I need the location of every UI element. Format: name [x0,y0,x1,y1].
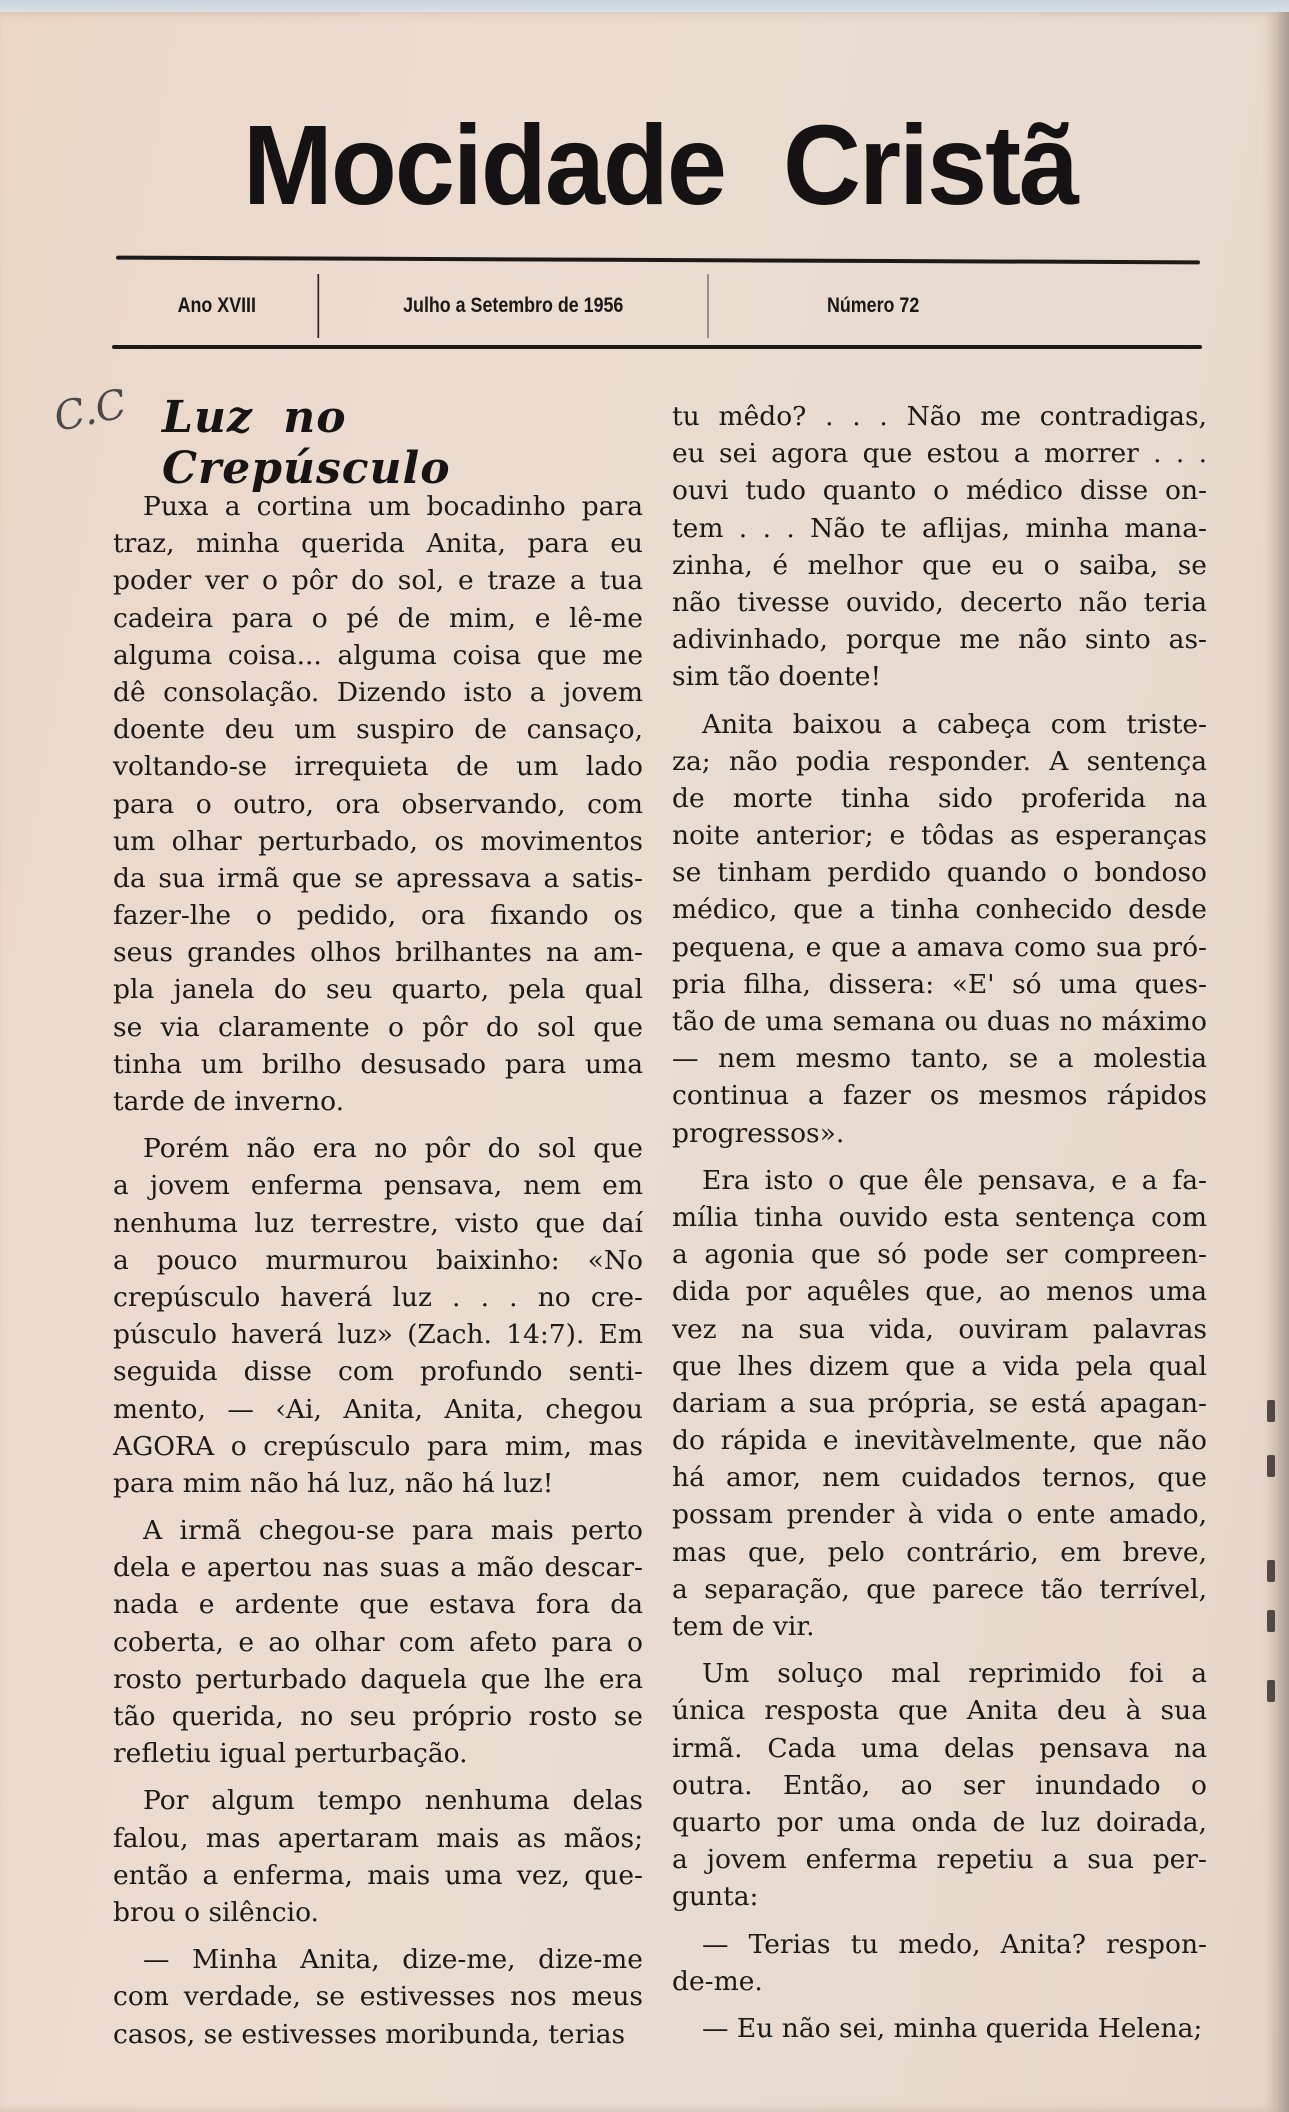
text-line: eu sei agora que estou a morrer . . . [672,438,1207,470]
text-line: tem . . . Não te aflijas, minha mana- [672,512,1207,544]
text-line: rosto perturbado daquela que lhe era [113,1663,643,1695]
article-paragraph [672,1926,1207,2000]
text-line: fazer-lhe o pedido, ora fixando os [113,900,643,932]
masthead-rule-bottom [112,345,1202,349]
text-line: mento, — ‹Ai, Anita, Anita, chegou [113,1393,643,1425]
text-line: tarde de inverno. [113,1086,345,1117]
masthead-info-bar [116,270,1037,342]
text-line: tu mêdo? . . . Não me contradigas, [672,401,1207,432]
masthead-title: Mocidade Cristã [242,100,1078,229]
article-paragraph [672,706,1207,1152]
article-paragraph [113,1941,643,2053]
text-line: então a enferma, mais uma vez, que- [113,1859,643,1891]
text-line: do rápida e inevitàvelmente, que não [672,1425,1207,1457]
text-line: gunta: [672,1881,759,1913]
text-line: continua a fazer os mesmos rápidos [672,1080,1207,1112]
text-line: possam prender à vida o ente amado, [672,1499,1207,1531]
article-paragraph [672,1655,1207,1915]
text-line: za; não podia responder. A sentença [672,745,1207,777]
article-paragraph [113,1512,643,1772]
text-line: ouvi tudo quanto o médico disse on- [672,475,1207,507]
text-line: da sua irmã que se apressava a satis- [113,862,643,894]
issue-period: Julho a Setembro de 1956 [403,294,624,317]
text-line: seguida disse com profundo senti- [113,1356,643,1388]
text-line: crepúsculo haverá luz . . . no cre- [113,1281,643,1313]
text-line: tem de vir. [672,1611,815,1642]
text-line: seus grandes olhos brilhantes na am- [113,937,643,969]
article-paragraph [113,1782,643,1931]
text-line: há amor, nem cuidados ternos, que [672,1462,1207,1494]
text-line: casos, se estivesses moribunda, terias [113,2018,626,2050]
text-line: de-me. [672,1965,763,1997]
text-line: dariam a sua própria, se está apagan- [672,1387,1207,1419]
text-line: se via claramente o pôr do sol que [113,1011,643,1043]
text-line: — nem mesmo tanto, se a molestia [672,1043,1207,1075]
text-line: voltando-se irrequieta de um lado [113,751,643,783]
text-line: com verdade, se estivesses nos meus [113,1981,643,2013]
text-line: a pouco murmurou baixinho: «No [113,1244,643,1276]
text-line: alguma coisa... alguma coisa que me [113,639,643,671]
text-line: brou o silêncio. [113,1896,319,1928]
text-line: tinha um brilho desusado para uma [113,1048,643,1080]
text-line: para mim não há luz, não há luz! [113,1467,554,1499]
text-line: cadeira para o pé de mim, e lê-me [113,602,643,634]
bleed-through-mark [1267,1455,1275,1477]
article-paragraph [672,398,1207,696]
text-line: a separação, que parece tão terrível, [672,1573,1207,1605]
text-line: se tinham perdido quando o bondoso [672,857,1207,889]
text-line: de morte tinha sido proferida na [672,782,1207,814]
bleed-through-mark [1267,1680,1275,1702]
text-line: tão querida, no seu próprio rosto se [113,1701,643,1732]
text-line: a jovem enferma pensava, nem em [113,1170,643,1202]
text-line: que lhes dizem que a vida pela qual [672,1350,1207,1382]
text-line: coberta, e ao olhar com afeto para o [113,1626,643,1658]
text-line: nada e ardente que estava fora da [113,1589,643,1621]
text-line: médico, que a tinha conhecido desde [672,894,1207,926]
text-line: progressos». [672,1117,845,1149]
text-line: falou, mas apertaram mais as mãos; [113,1822,643,1854]
page-edge-next-sheet [1278,12,1289,2112]
text-line: mília tinha ouvido esta sentença com [672,1201,1207,1233]
text-line: — Eu não sei, minha querida Helena; [702,2012,1203,2044]
bleed-through-mark [1267,1400,1275,1422]
text-line: Por algum tempo nenhuma delas [143,1785,643,1817]
text-line: a agonia que só pode ser compreen- [672,1239,1207,1271]
text-line: A irmã chegou-se para mais perto [143,1515,643,1547]
text-line: — Terias tu medo, Anita? respon- [702,1928,1207,1960]
text-line: a jovem enferma repetiu a sua per- [672,1844,1207,1876]
text-line: nenhuma luz terrestre, visto que daí [113,1207,643,1239]
text-line: — Minha Anita, dize-me, dize-me [143,1944,643,1976]
text-line: tão de uma semana ou duas no máximo [672,1006,1207,1037]
handwritten-annotation: C.C [50,380,131,442]
article-paragraph [113,488,643,1120]
text-line: não tivesse ouvido, decerto não teria [672,586,1207,618]
text-line: pequena, e que a amava como sua pró- [672,931,1207,963]
issue-year: Ano XVIII [177,294,256,317]
article-title: Luz no Crepúsculo [162,392,451,494]
text-line: para o outro, ora observando, com [113,788,643,820]
text-line: dida por aquêles que, ao menos uma [672,1276,1207,1308]
text-line: dela e apertou nas suas a mão descar- [113,1552,643,1584]
text-line: mas que, pelo contrário, em breve, [672,1536,1207,1568]
text-line: única resposta que Anita deu à sua [672,1695,1207,1727]
article-paragraph [113,1130,643,1502]
text-line: Puxa a cortina um bocadinho para [143,491,643,522]
text-line: refletiu igual perturbação. [113,1738,468,1770]
text-line: dê consolação. Dizendo isto a jovem [113,676,643,708]
text-line: Anita baixou a cabeça com triste- [702,708,1207,740]
text-line: noite anterior; e tôdas as esperanças [672,820,1207,852]
text-line: Porém não era no pôr do sol que [143,1133,643,1165]
text-line: um olhar perturbado, os movimentos [113,825,643,857]
text-line: quarto por uma onda de luz doirada, [672,1806,1207,1838]
text-line: Era isto o que êle pensava, e a fa- [702,1164,1207,1196]
article-paragraph [672,2010,1207,2047]
text-line: sim tão doente! [672,661,882,693]
text-line: adivinhado, porque me não sinto as- [672,624,1207,656]
text-line: zinha, é melhor que eu o saiba, se [672,549,1207,581]
bleed-through-mark [1267,1610,1275,1632]
issue-number: Número 72 [826,294,920,317]
text-line: irmã. Cada uma delas pensava na [672,1732,1207,1764]
bleed-through-mark [1267,1560,1275,1582]
text-line: pria filha, dissera: «E' só uma ques- [672,968,1207,1000]
text-line: traz, minha querida Anita, para eu [113,528,643,560]
text-line: AGORA o crepúsculo para mim, mas [113,1430,643,1462]
text-line: Um soluço mal reprimido foi a [702,1658,1207,1690]
text-line: outra. Então, ao ser inundado o [672,1769,1207,1801]
text-line: púsculo haverá luz» (Zach. 14:7). Em [113,1319,643,1351]
text-line: doente deu um suspiro de cansaço, [113,714,643,746]
article-paragraph [672,1162,1207,1645]
article-column-right [672,398,1207,2057]
text-line: pla janela do seu quarto, pela qual [113,974,643,1006]
text-line: vez na sua vida, ouviram palavras [672,1313,1207,1345]
text-line: poder ver o pôr do sol, e traze a tua [113,565,643,597]
article-column-left [113,488,643,2063]
